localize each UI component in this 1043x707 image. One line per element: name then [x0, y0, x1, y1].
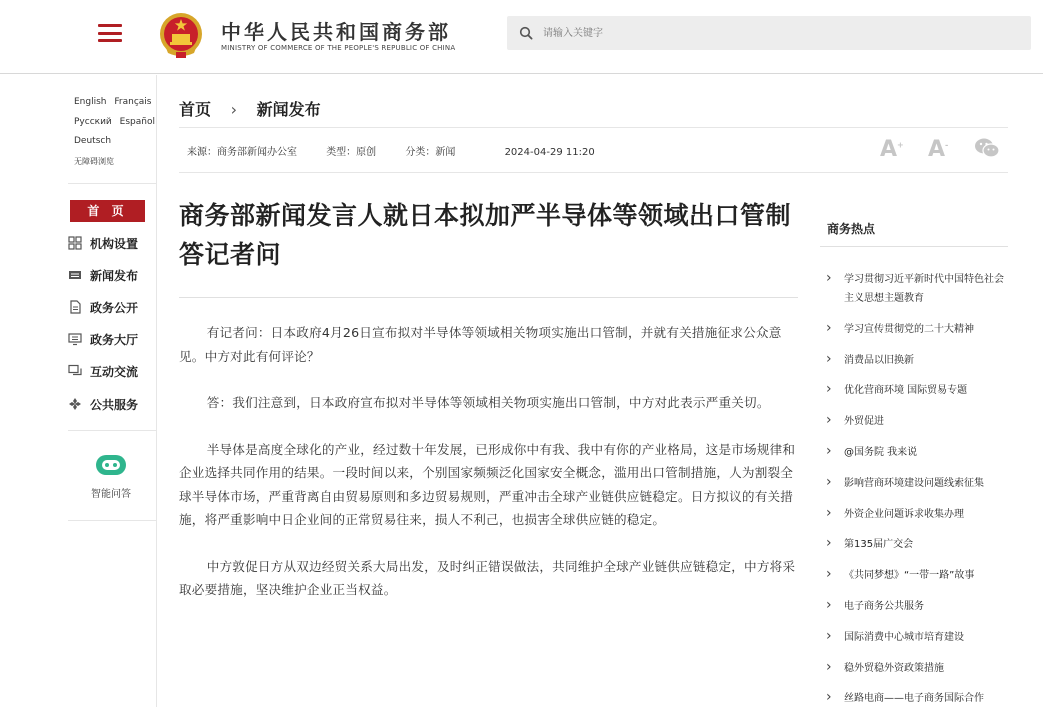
sidebar-item-service[interactable]	[68, 394, 157, 414]
lang-french[interactable]: Français	[114, 97, 152, 107]
sidebar-item-affairs[interactable]	[68, 297, 157, 317]
hall-icon	[68, 332, 82, 346]
hot-topic-link[interactable]: › 外贸促进	[826, 412, 1011, 431]
font-decrease-button[interactable]: A-	[928, 137, 949, 162]
search-icon[interactable]	[519, 26, 533, 40]
hot-topics-title: 商务热点	[827, 222, 876, 236]
hot-topic-link[interactable]: › 学习宣传贯彻党的二十大精神	[826, 320, 1011, 339]
sidebar-item-label: 政务大厅	[90, 332, 139, 347]
article-paragraph: 半导体是高度全球化的产业，经过数十年发展，已形成你中有我、我中有你的产业格局，这是市场规律和企业选择共同作用的结果。一段时间以来，个别国家频频泛化国家安全概念，滥用出口管制措施，人为割裂全球半导体市场，严重背离自由贸易原则和多边贸易规则，严重冲击全球产业链供应链稳定。日方拟议的有关措施，将严重影响中日企业间的正常贸易往来，损人不利己，也损害全球供应链的稳定。	[179, 441, 796, 527]
site-name-cn[interactable]: 中华人民共和国商务部	[221, 20, 451, 44]
article-category: 分类：新闻	[405, 147, 456, 158]
search-input[interactable]	[543, 16, 1013, 50]
breadcrumb	[179, 97, 321, 120]
menu-icon[interactable]	[98, 24, 122, 42]
site-header	[0, 0, 1043, 74]
article-type: 类型：原创	[326, 147, 377, 158]
home-button[interactable]: 首 页	[70, 200, 145, 222]
lang-german[interactable]: Deutsch	[74, 136, 112, 146]
robot-assistant-icon[interactable]	[94, 450, 128, 480]
document-icon	[68, 300, 82, 314]
hot-topics-list	[826, 270, 1011, 707]
article-paragraph: 中方敦促日方从双边经贸关系大局出发，及时纠正错误做法，共同维护全球产业链供应链稳定，中方将采取必要措施，坚决维护企业正当权益。	[179, 558, 796, 597]
lang-spanish[interactable]: Español	[119, 116, 155, 127]
hot-topic-link[interactable]: › 稳外贸稳外资政策措施	[826, 659, 1011, 678]
article-meta	[187, 143, 621, 158]
hot-topic-link[interactable]: › 影响营商环境建设问题线索征集	[826, 474, 1011, 493]
chevron-right-icon: ›	[230, 100, 237, 119]
national-emblem-icon[interactable]	[158, 10, 204, 60]
divider	[179, 297, 798, 298]
chat-icon	[68, 364, 82, 378]
hot-topic-link[interactable]: › 消费品以旧换新	[826, 351, 1011, 370]
breadcrumb-current[interactable]: 新闻发布	[256, 100, 321, 119]
sidebar-item-hall[interactable]	[68, 329, 157, 349]
divider	[68, 520, 157, 521]
hot-topic-link[interactable]: › @国务院 我来说	[826, 443, 1011, 462]
left-sidebar	[68, 75, 157, 707]
hot-topic-link[interactable]: › 丝路电商——电子商务国际合作	[826, 689, 1011, 707]
article-date: 2024-04-29 11:20	[504, 147, 595, 158]
news-icon	[68, 268, 82, 282]
sidebar-item-interact[interactable]	[68, 361, 157, 381]
hot-topic-link[interactable]: › 第135届广交会	[826, 535, 1011, 554]
search-box	[507, 16, 1031, 50]
assistant-label[interactable]: 智能问答	[91, 489, 131, 500]
article-source: 来源：商务部新闻办公室	[187, 147, 297, 158]
article-body	[179, 321, 799, 625]
font-increase-button[interactable]: A+	[880, 137, 904, 162]
hot-topic-link[interactable]: › 学习贯彻习近平新时代中国特色社会主义思想主题教育	[826, 270, 1011, 308]
sidebar-item-label: 互动交流	[90, 364, 139, 379]
sidebar-item-news[interactable]	[68, 265, 157, 285]
hot-topic-link[interactable]: › 外资企业问题诉求收集办理	[826, 505, 1011, 524]
lang-english[interactable]: English	[74, 97, 107, 107]
lang-russian[interactable]: Русский	[74, 116, 112, 127]
sidebar-item-label: 政务公开	[90, 300, 139, 315]
sidebar-item-org[interactable]	[68, 233, 157, 253]
article-title: 商务部新闻发言人就日本拟加严半导体等领域出口管制答记者问	[179, 201, 792, 269]
breadcrumb-home[interactable]: 首页	[179, 100, 212, 119]
org-grid-icon	[68, 236, 82, 250]
divider	[179, 172, 1008, 173]
service-icon	[68, 397, 82, 411]
divider	[68, 183, 157, 184]
font-small-label: A	[928, 137, 946, 162]
language-links	[74, 93, 160, 172]
wechat-share-icon[interactable]	[974, 137, 1000, 159]
hot-topic-link[interactable]: › 电子商务公共服务	[826, 597, 1011, 616]
hot-topic-link[interactable]: › 《共同梦想》“一带一路”故事	[826, 566, 1011, 585]
divider	[179, 127, 1008, 128]
divider	[68, 430, 157, 431]
font-large-label: A	[880, 137, 898, 162]
accessibility-link[interactable]: 无障碍浏览	[74, 156, 114, 166]
sidebar-item-label: 机构设置	[90, 236, 139, 251]
hot-topic-link[interactable]: › 国际消费中心城市培育建设	[826, 628, 1011, 647]
sidebar-item-label: 公共服务	[90, 397, 139, 412]
sidebar-item-label: 新闻发布	[90, 268, 139, 283]
divider	[820, 246, 1008, 247]
article-paragraph: 答：我们注意到，日本政府宣布拟对半导体等领域相关物项实施出口管制，中方对此表示严重关切。	[206, 395, 770, 410]
hot-topic-link[interactable]: › 优化营商环境 国际贸易专题	[826, 381, 1011, 400]
site-name-en[interactable]: MINISTRY OF COMMERCE OF THE PEOPLE'S REPUBLIC OF CHINA	[221, 44, 456, 52]
article-paragraph: 有记者问：日本政府4月26日宣布拟对半导体等领域相关物项实施出口管制，并就有关措施征求公众意见。中方对此有何评论？	[179, 325, 782, 364]
